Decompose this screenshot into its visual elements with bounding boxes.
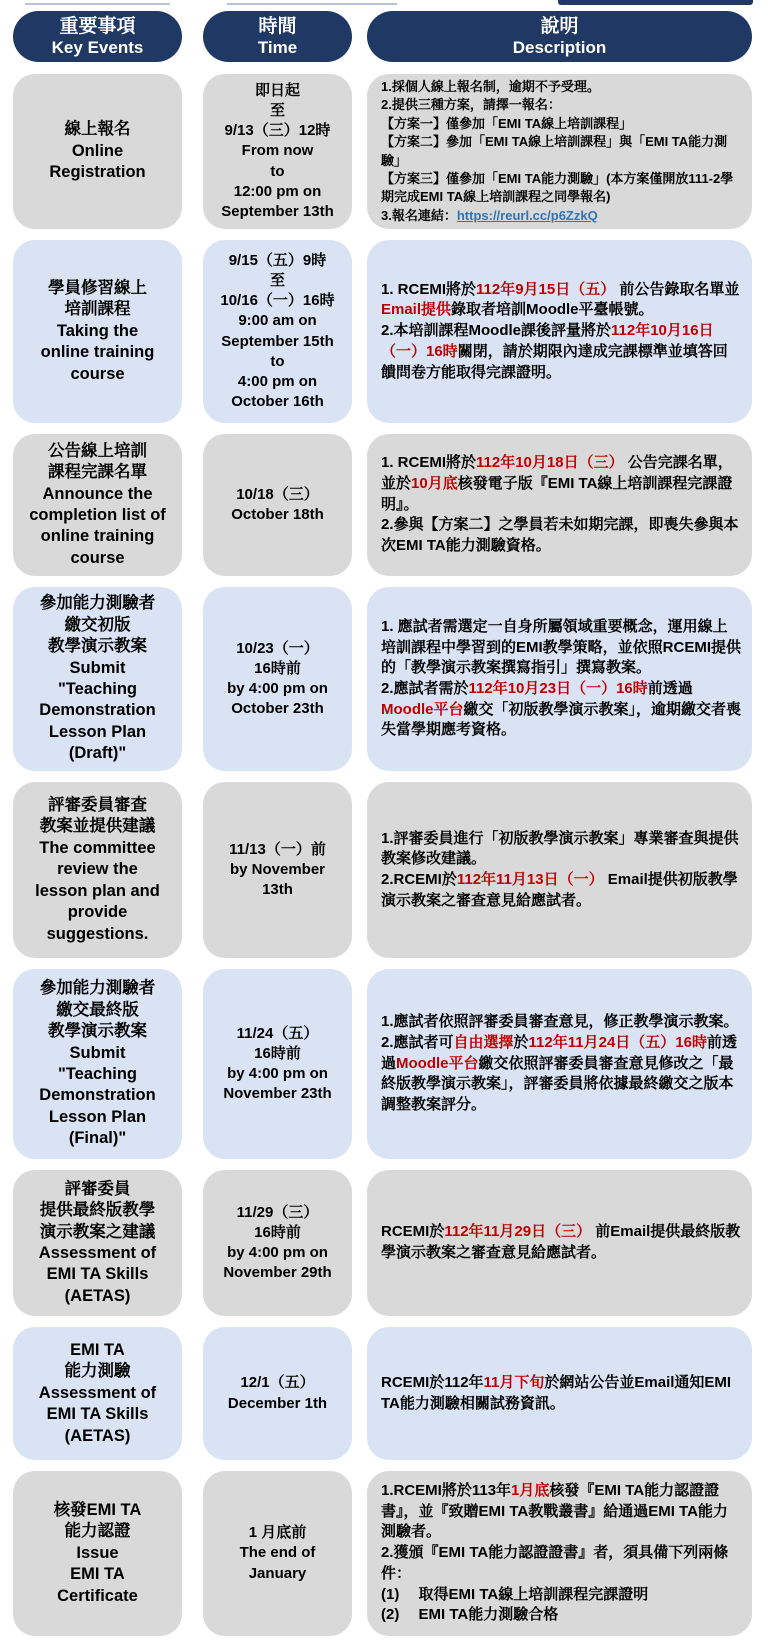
description-paragraph bbox=[381, 170, 742, 207]
description-text: RCEMI於 bbox=[381, 1223, 445, 1241]
time-label-line: 10/23（一） bbox=[236, 639, 319, 657]
description-paragraph bbox=[381, 207, 742, 225]
description-paragraph bbox=[381, 321, 742, 383]
key-event-label-line: online training bbox=[40, 343, 155, 362]
description-paragraph bbox=[381, 280, 742, 321]
key-event-label-line: EMI TA bbox=[70, 1340, 125, 1359]
key-event-label-line: Assessment of bbox=[38, 1244, 157, 1262]
description-text: 前公告錄取名單並 bbox=[615, 280, 740, 298]
time-label-line: 9/13（三）12時 bbox=[224, 122, 331, 140]
description-paragraph bbox=[381, 1605, 742, 1626]
description-paragraph bbox=[381, 96, 742, 114]
key-event-label-line: suggestions. bbox=[46, 924, 149, 943]
time-label-line: October 18th bbox=[231, 506, 324, 523]
description-text: 2.本培訓課程Moodle課後評量將於 bbox=[381, 322, 612, 340]
time-label-line: 13th bbox=[262, 881, 293, 899]
key-event-label-line: 學員修習線上 bbox=[48, 278, 147, 297]
time-cell bbox=[203, 434, 352, 576]
description-paragraph bbox=[381, 1585, 742, 1606]
table-row bbox=[13, 240, 752, 423]
cropped-content-artifact bbox=[227, 3, 397, 5]
column-header-key-events-en: Key Events bbox=[51, 37, 144, 57]
time-label-line: 10/18（三） bbox=[236, 485, 319, 503]
table-row bbox=[13, 434, 752, 576]
description-paragraph bbox=[381, 1543, 742, 1584]
key-event-cell bbox=[13, 434, 182, 576]
description-paragraph bbox=[381, 1012, 742, 1033]
highlighted-text: Email提供 bbox=[381, 301, 452, 319]
table-body bbox=[13, 74, 752, 1636]
description-paragraph bbox=[381, 1222, 742, 1263]
highlighted-text: 1月底 bbox=[511, 1482, 550, 1500]
highlighted-text: 112年11月29日（三） bbox=[444, 1223, 592, 1241]
time-label-line: December 1th bbox=[227, 1394, 328, 1412]
key-event-label-line: Demonstration bbox=[39, 701, 156, 720]
table-row bbox=[13, 1471, 752, 1636]
description-text: 2.提供三種方案，請擇一報名： bbox=[381, 97, 561, 113]
key-event-label-line: Assessment of bbox=[38, 1383, 157, 1402]
description-text: 於網站公告並Email通知EMI TA能力測驗相關試務資訊。 bbox=[381, 1373, 732, 1412]
time-label-line: 即日起 bbox=[254, 81, 300, 99]
column-header-time bbox=[203, 11, 352, 62]
time-label-line: September 15th bbox=[221, 332, 334, 350]
time-label-line: 16時前 bbox=[254, 659, 301, 677]
key-event-label-line: Certificate bbox=[57, 1586, 138, 1605]
highlighted-text: 112年10月18日（三） bbox=[476, 454, 624, 472]
key-event-label-line: 參加能力測驗者 bbox=[39, 979, 156, 998]
time-label-line: November 29th bbox=[223, 1264, 332, 1282]
description-paragraph bbox=[381, 1373, 742, 1414]
time-label-line: 11/13（一）前 bbox=[229, 840, 326, 858]
highlighted-text: 112年10月16日（一）16時 bbox=[381, 322, 714, 360]
description-text: 2.RCEMI於 bbox=[381, 871, 457, 888]
description-paragraph bbox=[381, 1481, 742, 1543]
description-cell bbox=[367, 969, 752, 1159]
key-event-label-line: 教案並提供建議 bbox=[39, 817, 156, 836]
column-header-description-zh: 說明 bbox=[540, 15, 579, 37]
highlighted-text: 10月底 bbox=[411, 474, 458, 492]
column-header-description bbox=[367, 11, 752, 62]
table-row bbox=[13, 782, 752, 958]
time-label-line: October 16th bbox=[231, 393, 324, 411]
time-label-line: 4:00 pm on bbox=[237, 373, 318, 390]
time-label-line: 11/24（五） bbox=[236, 1024, 319, 1042]
description-text: 【方案一】僅參加「EMI TA線上培訓課程」 bbox=[381, 115, 633, 131]
time-cell bbox=[203, 587, 352, 771]
highlighted-text: Moodle平台 bbox=[396, 1054, 479, 1072]
description-text: 核發電子版『EMI TA線上培訓課程完課證明』。 bbox=[381, 474, 733, 513]
key-event-label-line: review the bbox=[57, 860, 138, 879]
key-event-label-line: Lesson Plan bbox=[48, 722, 147, 741]
time-label-line: 10/16（一）16時 bbox=[220, 292, 335, 309]
key-event-cell bbox=[13, 1170, 182, 1316]
key-event-label-line: (Final)" bbox=[68, 1129, 127, 1148]
key-event-cell bbox=[13, 969, 182, 1159]
table-header-row bbox=[13, 11, 752, 62]
description-paragraph bbox=[381, 829, 742, 870]
cropped-content-artifact bbox=[25, 3, 170, 5]
key-event-label-line: course bbox=[70, 548, 125, 567]
highlighted-text: 自由選擇 bbox=[453, 1033, 514, 1051]
key-event-cell bbox=[13, 782, 182, 958]
time-label-line: by 4:00 pm on bbox=[227, 1244, 328, 1261]
time-label-line: 16時前 bbox=[254, 1044, 301, 1062]
key-event-label-line: 提供最終版教學 bbox=[39, 1201, 156, 1220]
key-event-label-line: Demonstration bbox=[39, 1086, 156, 1105]
key-event-cell bbox=[13, 74, 182, 229]
column-header-key-events-zh: 重要事項 bbox=[59, 15, 136, 37]
column-header-key-events bbox=[13, 11, 182, 62]
key-event-label-line: Taking the bbox=[56, 321, 139, 340]
description-text: 繳交「初版教學演示教案」，逾期繳交者喪失當學期應考資格。 bbox=[381, 700, 742, 739]
description-text: 1. 應試者需選定一自身所屬領域重要概念，運用線上培訓課程中學習到的EMI教學策略，並依照RCEMI提供的「教學演示教案撰寫指引」撰寫教案。 bbox=[381, 617, 742, 677]
description-text: (1) 取得EMI TA線上培訓課程完課證明 bbox=[381, 1585, 649, 1603]
key-event-label-line: 教學演示教案 bbox=[48, 637, 147, 656]
time-cell bbox=[203, 74, 352, 229]
description-text: 公告完課名單，並於 bbox=[381, 454, 733, 492]
key-event-label-line: 繳交最終版 bbox=[56, 1000, 139, 1019]
description-text: 1.RCEMI將於113年 bbox=[381, 1482, 512, 1500]
time-label-line: by 4:00 pm on bbox=[227, 1065, 328, 1082]
column-header-time-en: Time bbox=[257, 37, 298, 57]
time-label-line: by 4:00 pm on bbox=[227, 680, 328, 697]
description-cell bbox=[367, 74, 752, 229]
key-event-label-line: 線上報名 bbox=[64, 120, 131, 139]
key-event-label-line: 演示教案之建議 bbox=[39, 1222, 156, 1241]
description-text: (2) EMI TA能力測驗合格 bbox=[381, 1606, 559, 1624]
description-text: 繳交依照評審委員審查意見修改之「最終版教學演示教案」，評審委員將依據最終繳交之版本調整教案評分。 bbox=[381, 1054, 734, 1114]
time-label-line: September 13th bbox=[221, 203, 334, 221]
key-event-label-line: 課程完課名單 bbox=[48, 463, 147, 482]
key-event-label-line: 能力認證 bbox=[64, 1522, 131, 1541]
key-event-label-line: (AETAS) bbox=[64, 1426, 131, 1445]
description-text: 於 bbox=[513, 1033, 529, 1051]
time-label-line: 至 bbox=[269, 101, 285, 119]
key-event-label-line: lesson plan and bbox=[35, 881, 160, 900]
time-label-line: 至 bbox=[269, 271, 285, 289]
time-label-line: 11/29（三） bbox=[236, 1203, 319, 1221]
description-cell bbox=[367, 1471, 752, 1636]
emi-ta-schedule-table bbox=[13, 11, 752, 1647]
description-text: 前Email提供最終版教學演示教案之審查意見給應試者。 bbox=[381, 1223, 741, 1261]
key-event-label-line: 公告線上培訓 bbox=[48, 441, 147, 460]
time-cell bbox=[203, 969, 352, 1159]
key-event-label-line: 核發EMI TA bbox=[53, 1500, 142, 1519]
time-label-line: January bbox=[248, 1564, 307, 1582]
table-row bbox=[13, 74, 752, 229]
time-label-line: by November bbox=[229, 860, 326, 878]
key-event-label-line: completion list of bbox=[29, 506, 166, 524]
description-paragraph bbox=[381, 133, 742, 170]
highlighted-text: Moodle平台 bbox=[381, 700, 464, 718]
key-event-label-line: EMI TA Skills bbox=[46, 1405, 149, 1424]
key-event-label-line: Lesson Plan bbox=[48, 1107, 147, 1126]
description-cell bbox=[367, 587, 752, 771]
description-text: 2.獲頒『EMI TA能力認證證書』者，須具備下列兩條件： bbox=[381, 1544, 729, 1582]
key-event-label-line: "Teaching bbox=[57, 680, 138, 698]
key-event-label-line: online training bbox=[40, 527, 155, 546]
time-label-line: to bbox=[270, 352, 285, 370]
description-paragraph bbox=[381, 617, 742, 679]
description-paragraph bbox=[381, 78, 742, 96]
key-event-label-line: 教學演示教案 bbox=[48, 1022, 147, 1041]
time-cell bbox=[203, 1170, 352, 1316]
key-event-label-line: provide bbox=[67, 903, 128, 922]
description-text: 1.評審委員進行「初版教學演示教案」專業審查與提供教案修改建議。 bbox=[381, 829, 739, 868]
time-cell bbox=[203, 240, 352, 423]
time-label-line: From now bbox=[241, 142, 314, 160]
key-event-label-line: Submit bbox=[69, 1043, 126, 1062]
column-header-description-en: Description bbox=[512, 37, 607, 57]
description-paragraph bbox=[381, 115, 742, 133]
table-row bbox=[13, 587, 752, 771]
highlighted-text: 112年11月24日（五）16時 bbox=[528, 1033, 707, 1051]
description-text: 前透過 bbox=[647, 680, 693, 697]
description-paragraph bbox=[381, 679, 742, 741]
time-label-line: November 23th bbox=[223, 1085, 332, 1103]
description-text: 【方案三】僅參加「EMI TA能力測驗」(本方案僅開放111-2學期完成EMI TA線上培訓課程之同學報名) bbox=[381, 170, 734, 205]
time-label-line: 9/15（五）9時 bbox=[228, 251, 327, 269]
description-paragraph bbox=[381, 453, 742, 515]
description-paragraph bbox=[381, 1033, 742, 1116]
cropped-content-artifact bbox=[558, 0, 753, 5]
highlighted-text: 11月下旬 bbox=[483, 1373, 545, 1391]
key-event-label-line: 評審委員審查 bbox=[48, 795, 147, 814]
description-text: 關閉，請於期限內達成完課標準並填答回饋問卷方能取得完課證明。 bbox=[381, 342, 728, 381]
description-text: 3.報名連結： bbox=[381, 207, 457, 223]
key-event-cell bbox=[13, 240, 182, 423]
key-event-label-line: EMI TA Skills bbox=[46, 1265, 149, 1284]
time-label-line: 12:00 pm on bbox=[233, 182, 322, 200]
key-event-label-line: EMI TA bbox=[70, 1565, 125, 1584]
highlighted-text: 112年9月15日（五） bbox=[476, 280, 616, 298]
highlighted-text: 112年10月23日（一）16時 bbox=[468, 680, 648, 697]
description-text: 1. RCEMI將於 bbox=[381, 454, 477, 472]
description-text: 核發『EMI TA能力認證證書』，並『致贈EMI TA教戰叢書』給通過EMI TA能力測驗者。 bbox=[381, 1482, 728, 1541]
key-event-label-line: (Draft)" bbox=[68, 744, 127, 763]
key-event-label-line: 能力測驗 bbox=[64, 1362, 131, 1381]
description-cell bbox=[367, 1170, 752, 1316]
key-event-label-line: Registration bbox=[49, 163, 146, 182]
description-text: 1.採個人線上報名制，逾期不予受理。 bbox=[381, 78, 600, 94]
description-text: 2.應試者需於 bbox=[381, 680, 469, 697]
description-text: 【方案二】參加「EMI TA線上培訓課程」與「EMI TA能力測驗」 bbox=[381, 134, 728, 168]
key-event-label-line: 繳交初版 bbox=[64, 615, 131, 634]
key-event-cell bbox=[13, 587, 182, 771]
description-text: 2.應試者可 bbox=[381, 1033, 454, 1051]
time-label-line: October 23th bbox=[231, 700, 324, 718]
description-text: 錄取者培訓Moodle平臺帳號。 bbox=[451, 301, 654, 319]
time-label-line: to bbox=[270, 162, 285, 180]
time-label-line: 12/1（五） bbox=[240, 1374, 315, 1392]
description-paragraph bbox=[381, 515, 742, 556]
description-text: 1.應試者依照評審委員審查意見，修正教學演示教案。 bbox=[381, 1013, 739, 1031]
key-event-label-line: 評審委員 bbox=[64, 1179, 131, 1198]
registration-link[interactable]: https://reurl.cc/p6ZzkQ bbox=[456, 207, 598, 223]
time-label-line: 16時前 bbox=[254, 1223, 301, 1241]
description-paragraph bbox=[381, 870, 742, 911]
time-cell bbox=[203, 1327, 352, 1460]
key-event-label-line: 參加能力測驗者 bbox=[39, 594, 156, 613]
description-cell bbox=[367, 1327, 752, 1460]
description-text: 1. RCEMI將於 bbox=[381, 280, 477, 298]
key-event-label-line: Announce the bbox=[42, 484, 153, 503]
key-event-label-line: Issue bbox=[76, 1543, 119, 1562]
key-event-label-line: Online bbox=[71, 141, 124, 160]
key-event-cell bbox=[13, 1327, 182, 1460]
description-cell bbox=[367, 782, 752, 958]
table-row bbox=[13, 969, 752, 1159]
description-cell bbox=[367, 240, 752, 423]
table-row bbox=[13, 1327, 752, 1460]
time-label-line: 9:00 am on bbox=[238, 312, 317, 330]
key-event-cell bbox=[13, 1471, 182, 1636]
description-cell bbox=[367, 434, 752, 576]
time-label-line: 1 月底前 bbox=[248, 1524, 307, 1542]
highlighted-text: 112年11月13日（一） bbox=[456, 871, 604, 888]
description-text: Email提供初版教學演示教案之審查意見給應試者。 bbox=[381, 871, 738, 909]
time-cell bbox=[203, 1471, 352, 1636]
key-event-label-line: Submit bbox=[69, 658, 126, 677]
key-event-label-line: (AETAS) bbox=[64, 1286, 131, 1305]
time-cell bbox=[203, 782, 352, 958]
column-header-time-zh: 時間 bbox=[258, 15, 297, 37]
key-event-label-line: The committee bbox=[39, 838, 156, 857]
time-label-line: The end of bbox=[239, 1544, 316, 1562]
key-event-label-line: 培訓課程 bbox=[64, 300, 131, 319]
description-text: 2.參與【方案二】之學員若未如期完課，即喪失參與本次EMI TA能力測驗資格。 bbox=[381, 516, 739, 555]
description-text: 前透過 bbox=[381, 1033, 737, 1072]
key-event-label-line: "Teaching bbox=[57, 1065, 138, 1083]
description-text: RCEMI於112年 bbox=[381, 1373, 484, 1391]
table-row bbox=[13, 1170, 752, 1316]
key-event-label-line: course bbox=[70, 364, 125, 383]
